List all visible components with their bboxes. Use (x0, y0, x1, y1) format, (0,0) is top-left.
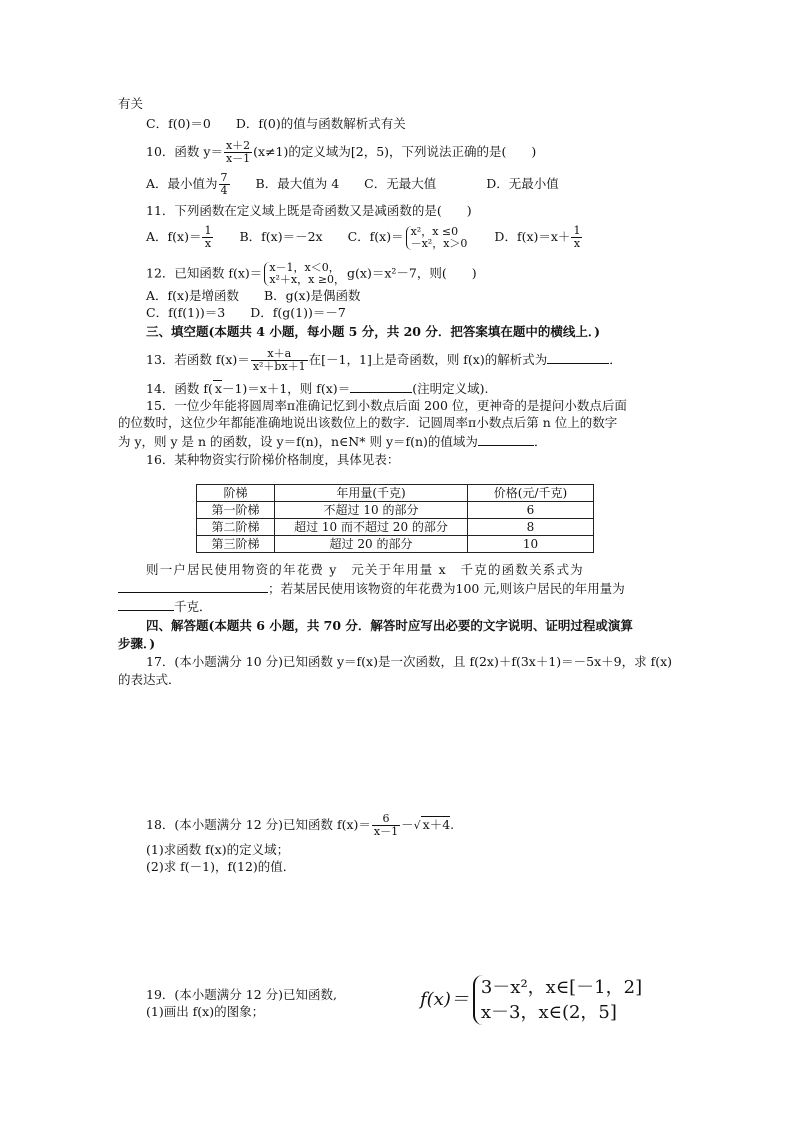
q11d-den: x (573, 237, 581, 250)
question-10 (146, 140, 536, 165)
q11c-case-1: x²，x ≤0 (410, 224, 459, 238)
question-19: 19．(本小题满分 12 分)已知函数, (146, 987, 337, 1002)
q10-numerator: x＋2 (225, 139, 251, 152)
q10-fraction (224, 140, 252, 165)
q13-text: 13．若函数 f(x)＝ (146, 352, 250, 367)
question-15-line-2: 的位数时，这位少年都能准确地说出该数位上的数字．记圆周率π小数点后第 n 位上的数字 (118, 415, 618, 430)
question-17-line-2: 的表达式． (118, 672, 181, 687)
q18-part-1: (1)求函数 f(x)的定义域； (146, 842, 290, 857)
q16-line-3 (118, 598, 212, 615)
q11a-den: x (204, 237, 212, 250)
table-row (197, 519, 594, 536)
section-3-heading: 三、填空题(本题共 4 小题，每小题 5 分，共 20 分．把答案填在题中的横线上．) (146, 324, 600, 339)
question-17: 17．(本小题满分 10 分)已知函数 y＝f(x)是一次函数，且 f(2x)＋f(3x＋1)＝－5x＋9，求 f(x) (146, 654, 673, 669)
q19-part-1: (1)画出 f(x)的图象； (146, 1004, 265, 1019)
q19-case-1: 3－x²，x∈[－1，2] (480, 977, 643, 998)
q16-function-blank[interactable] (118, 580, 268, 593)
q18-sqrt: x＋4 (422, 817, 451, 832)
q18-numerator: 6 (372, 813, 400, 826)
question-11: 11．下列函数在定义域上既是奇函数又是减函数的是( ) (146, 203, 472, 218)
q11d-num: 1 (573, 224, 581, 237)
q15-end: ． (533, 434, 547, 449)
question-18 (146, 813, 454, 838)
table-header-row (197, 485, 594, 502)
q13-numerator: x＋a (251, 348, 308, 361)
section-4-heading-2: 步骤．) (118, 636, 156, 651)
table-cell: 10 (468, 536, 594, 553)
q16-unit: 千克． (174, 599, 212, 614)
table-cell: 超过 20 的部分 (275, 536, 468, 553)
q19-function-name: f(x)＝ (420, 989, 469, 1010)
q14-note: (注明定义域). (412, 381, 489, 396)
q13-fraction (251, 348, 308, 373)
q19-piecewise-function (420, 975, 642, 1025)
q14-text-2: －1)＝x＋1，则 f(x)＝ (221, 381, 351, 396)
q9-options-cd: C．f(0)＝0 D．f(0)的值与函数解析式有关 (146, 116, 406, 131)
q19-brace (473, 975, 642, 1025)
question-15-line-1: 15．一位少年能将圆周率π准确记忆到小数点后面 200 位，更神奇的是提问小数点后面 (146, 398, 627, 413)
table-header: 价格(元/千克) (468, 485, 594, 502)
q11c-piecewise (406, 226, 468, 250)
q18-fraction (372, 813, 400, 838)
q18-part-2: (2)求 f(－1)，f(12)的值． (146, 859, 296, 874)
q11a-num: 1 (204, 224, 212, 237)
q11-options (146, 225, 583, 250)
table-cell: 第二阶梯 (197, 519, 275, 536)
table-cell: 8 (468, 519, 594, 536)
q10-options (146, 172, 559, 197)
q13-text-2: 在[－1，1]上是奇函数，则 f(x)的解析式为 (308, 352, 548, 367)
table-row (197, 502, 594, 519)
question-14 (146, 380, 488, 397)
question-13 (146, 348, 622, 373)
q12-text: 12．已知函数 f(x)＝ (146, 265, 263, 281)
question-15-line-3 (118, 433, 546, 450)
q11-option-d: D．f(x)＝x＋ (469, 229, 571, 244)
q11-option-bc: B．f(x)＝－2x C．f(x)＝ (214, 229, 404, 244)
q14-text: 14．函数 f( (146, 381, 213, 396)
q11-option-a: A．f(x)＝ (146, 229, 202, 244)
q12-piecewise (264, 262, 345, 286)
q18-end: . (450, 817, 455, 832)
q13-denominator: x²＋bx＋1 (252, 360, 306, 373)
q19-case-2: x－3，x∈(2，5] (480, 1002, 617, 1023)
table-header: 阶梯 (197, 485, 275, 502)
q13-answer-blank[interactable] (547, 351, 609, 364)
table-cell: 6 (468, 502, 594, 519)
q14-sqrt: x (214, 381, 222, 396)
q10-option-a: A．最小值为 (146, 176, 218, 191)
q12-options-cd: C．f(f(1))＝3 D．f(g(1))＝－7 (146, 305, 346, 320)
q16-text: ；若某居民使用该物资的年花费为100 元,则该户居民的年用量为 (268, 581, 625, 596)
q18-denominator: x－1 (373, 825, 399, 838)
question-12 (146, 262, 477, 286)
q18-sqrt-sign: √ (413, 819, 421, 832)
q15-answer-blank[interactable] (478, 433, 534, 446)
q16-amount-blank[interactable] (118, 598, 174, 611)
q14-answer-blank[interactable] (350, 380, 412, 393)
q10-text: 10．函数 y＝ (146, 144, 223, 159)
text-line: 有关 (118, 96, 144, 111)
q10a-num: 7 (220, 171, 228, 184)
q15-text: 为 y，则 y 是 n 的函数，设 y＝f(n)，n∈N* 则 y＝f(n)的值域为 (118, 434, 478, 449)
q10a-den: 4 (220, 184, 228, 197)
table-cell: 超过 10 而不超过 20 的部分 (275, 519, 468, 536)
q18-text: 18．(本小题满分 12 分)已知函数 f(x)＝ (146, 817, 371, 832)
q10-text-2: (x≠1)的定义域为[2，5)，下列说法正确的是( ) (253, 144, 537, 159)
q13-end: ． (609, 352, 622, 367)
section-4-heading: 四、解答题(本题共 6 小题，共 70 分．解答时应写出必要的文字说明、证明过程或演算 (146, 618, 633, 633)
table-cell: 第一阶梯 (197, 502, 275, 519)
q18-minus: － (401, 817, 414, 832)
q11d-fraction (571, 225, 582, 250)
q10-options-bcd: B．最大值为 4 C．无最大值 D．无最小值 (230, 176, 559, 191)
table-cell: 第三阶梯 (197, 536, 275, 553)
q10-option-a-fraction (219, 172, 230, 197)
table-cell: 不超过 10 的部分 (275, 502, 468, 519)
price-table (196, 484, 594, 553)
q12-case-1: x－1，x＜0， (269, 261, 340, 274)
q11a-fraction (202, 225, 213, 250)
q16-line-2 (118, 580, 625, 597)
q10-denominator: x－1 (225, 152, 251, 165)
table-row (197, 536, 594, 553)
q16-line-1: 则一户居民使用物资的年花费 y 元关于年用量 x 千克的函数关系式为 (146, 562, 584, 577)
table-header: 年用量(千克) (275, 485, 468, 502)
q12-case-2: x²＋x，x ≥0， (269, 273, 346, 286)
q12-text-2: g(x)＝x²－7，则( ) (347, 265, 477, 281)
q11c-case-2: －x²，x＞0 (410, 236, 468, 250)
question-16: 16．某种物资实行阶梯价格制度，具体见表： (146, 452, 400, 467)
q12-options-ab: A．f(x)是增函数 B．g(x)是偶函数 (146, 288, 361, 303)
